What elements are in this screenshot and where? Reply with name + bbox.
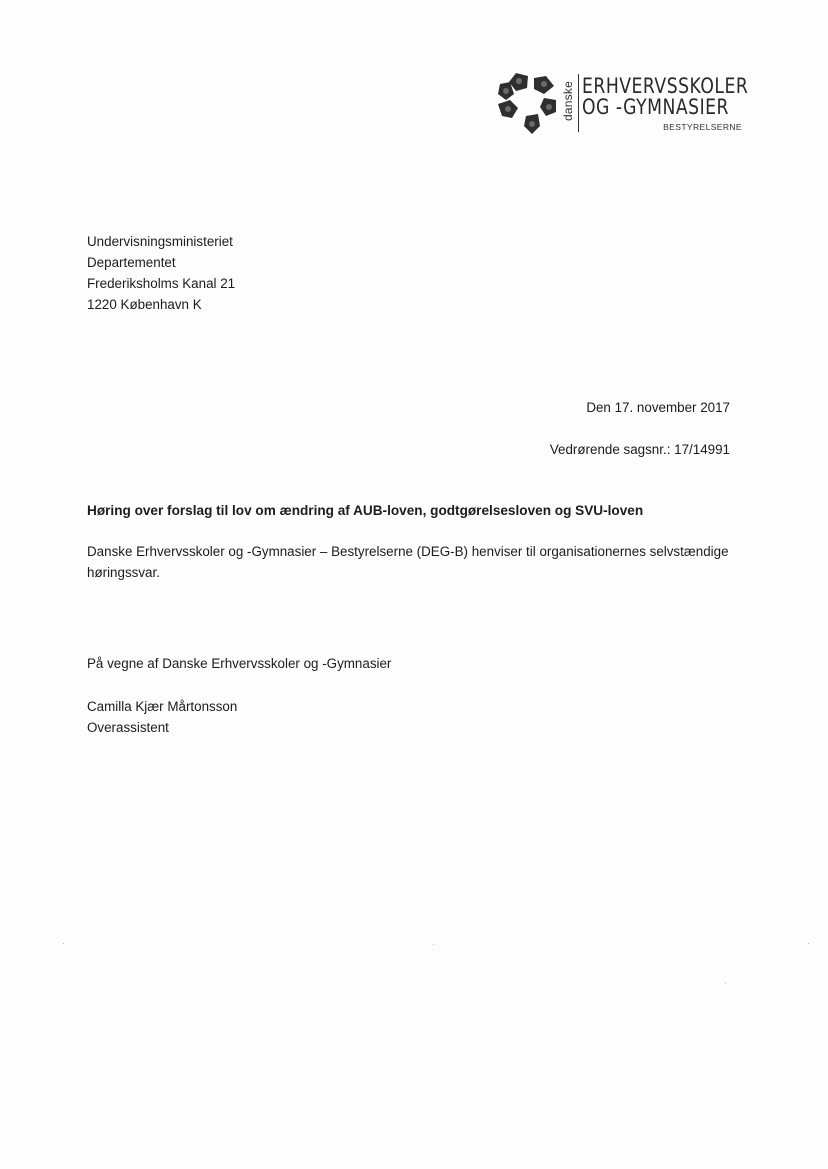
signer-title: Overassistent bbox=[87, 720, 169, 735]
signer-name: Camilla Kjær Mårtonsson bbox=[87, 699, 238, 714]
logo-subtitle: BESTYRELSERNE bbox=[663, 122, 742, 132]
recipient-line: Undervisningsministeriet bbox=[87, 234, 233, 249]
letter-date: Den 17. november 2017 bbox=[586, 400, 730, 415]
recipient-line: Departementet bbox=[87, 255, 176, 270]
letter-subject: Høring over forslag til lov om ændring af AUB-loven, godtgørelsesloven og SVU-loven bbox=[87, 503, 644, 518]
logo-danske-text: danske bbox=[561, 81, 575, 121]
scan-speck bbox=[808, 943, 809, 944]
flower-logo-icon bbox=[494, 70, 560, 136]
case-reference: Vedrørende sagsnr.: 17/14991 bbox=[549, 442, 730, 457]
logo-wordmark-line1: ERHVERVSSKOLER bbox=[582, 74, 749, 98]
logo-danske-vertical bbox=[562, 74, 574, 130]
recipient-line: 1220 København K bbox=[87, 297, 202, 312]
organization-logo bbox=[494, 70, 749, 140]
logo-divider bbox=[578, 74, 579, 132]
recipient-line: Frederiksholms Kanal 21 bbox=[87, 276, 236, 291]
scan-speck bbox=[433, 944, 434, 945]
letter-body: Danske Erhvervsskoler og -Gymnasier – Bestyrelserne (DEG-B) henviser til organisationernes selvstændige høringssvar. bbox=[87, 544, 729, 580]
scan-speck bbox=[63, 943, 64, 944]
recipient-address bbox=[87, 232, 235, 316]
logo-wordmark-line2: OG -GYMNASIER bbox=[582, 95, 729, 119]
scan-speck bbox=[725, 983, 726, 984]
signature-block bbox=[87, 697, 237, 739]
letter-closing: På vegne af Danske Erhvervsskoler og -Gymnasier bbox=[87, 656, 392, 671]
